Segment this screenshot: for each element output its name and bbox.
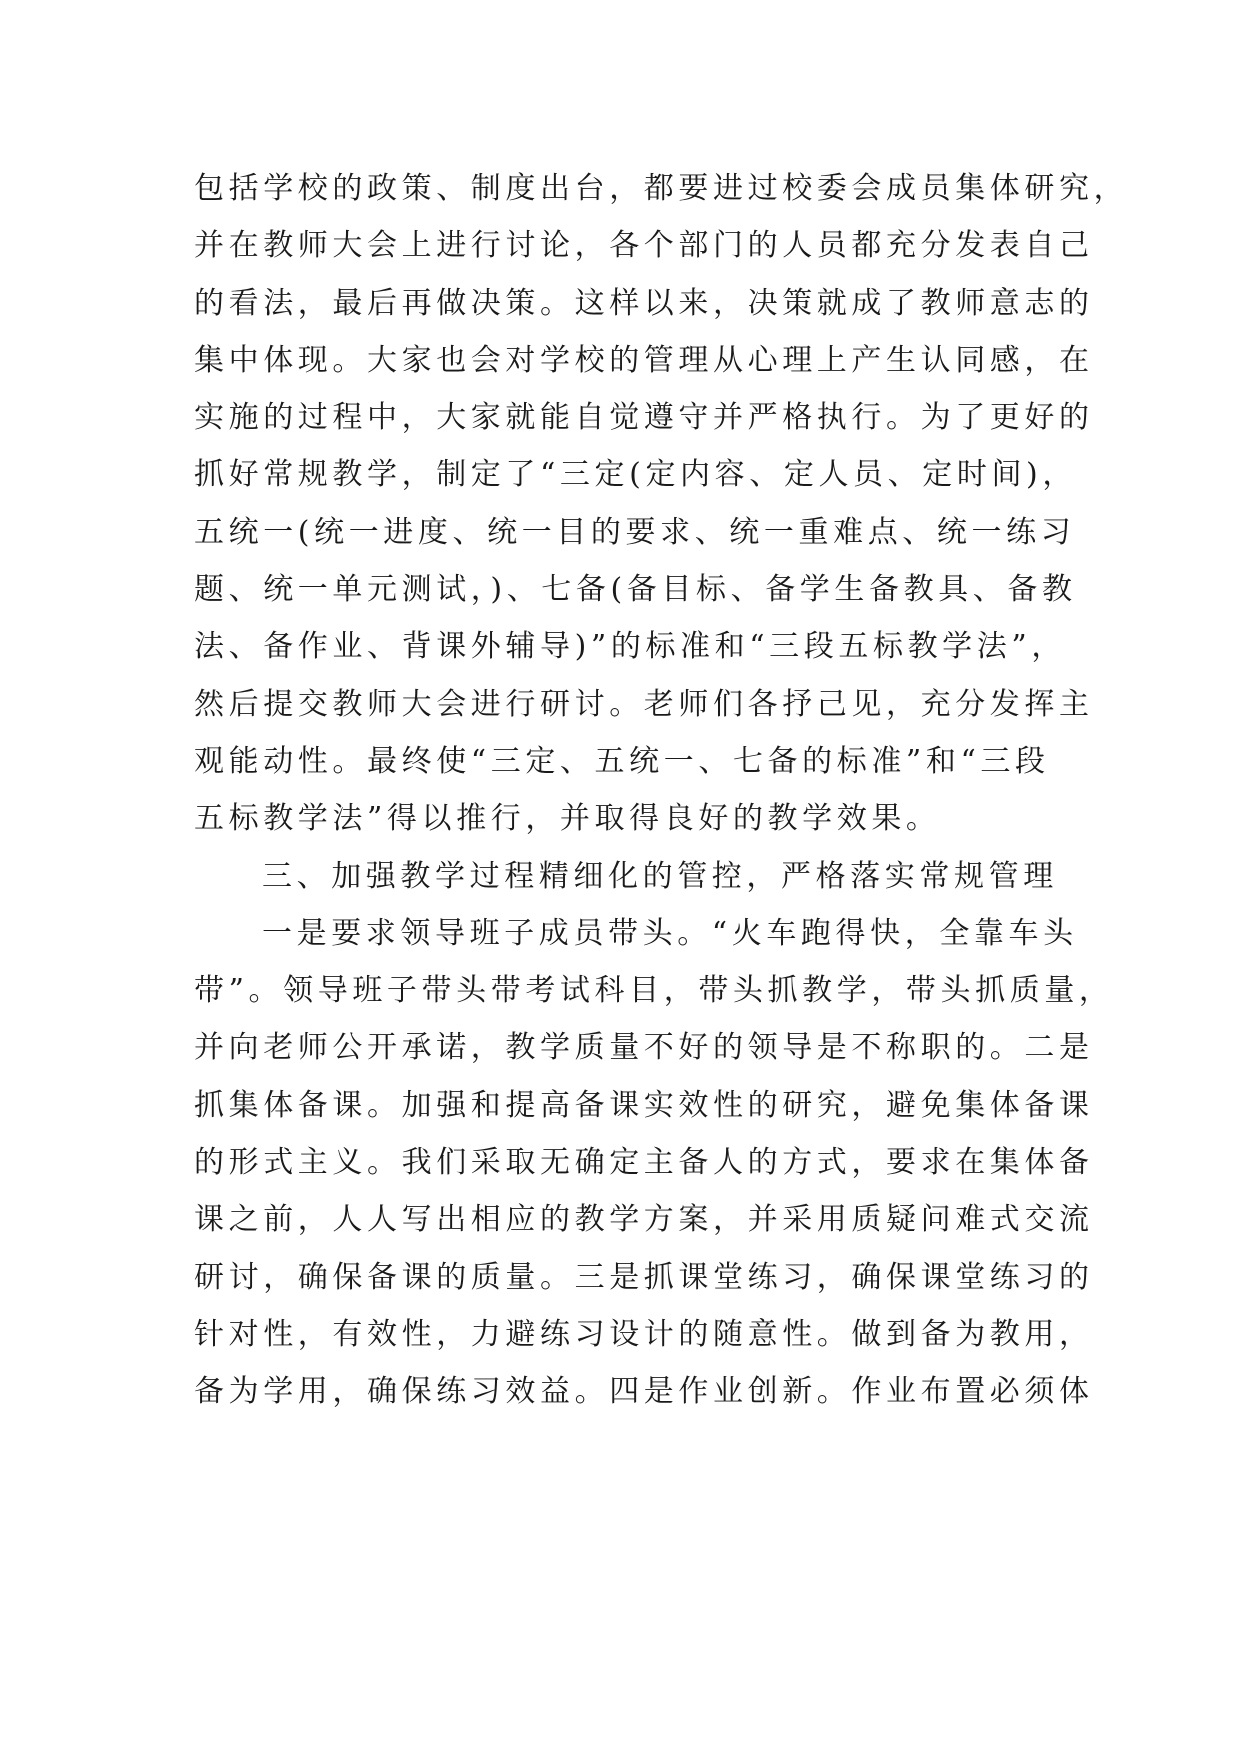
text-line: 抓集体备课。加强和提高备课实效性的研究，避免集体备课	[194, 1087, 1094, 1123]
text-line: 实施的过程中，大家就能自觉遵守并严格执行。为了更好的	[194, 400, 1094, 436]
text-line: 的形式主义。我们采取无确定主备人的方式，要求在集体备	[194, 1145, 1094, 1181]
text-line: 并在教师大会上进行讨论，各个部门的人员都充分发表自己	[194, 228, 1094, 264]
text-line: 一是要求领导班子成员带头。“火车跑得快，全靠车头	[262, 915, 1078, 951]
text-line: 题、统一单元测试，)、七备(备目标、备学生备教具、备教	[194, 572, 1077, 608]
text-line: 的看法，最后再做决策。这样以来，决策就成了教师意志的	[194, 285, 1094, 321]
text-line: 五标教学法”得以推行，并取得良好的教学效果。	[194, 801, 941, 837]
text-line: 抓好常规教学，制定了“三定(定内容、定人员、定时间)，	[194, 457, 1077, 493]
text-line: 针对性，有效性，力避练习设计的随意性。做到备为教用，	[194, 1316, 1094, 1352]
text-line: 带”。领导班子带头带考试科目，带头抓教学，带头抓质量，	[194, 973, 1114, 1009]
text-line: 集中体现。大家也会对学校的管理从心理上产生认同感，在	[194, 342, 1094, 378]
text-line: 观能动性。最终使“三定、五统一、七备的标准”和“三段	[194, 743, 1050, 779]
text-line: 并向老师公开承诺，教学质量不好的领导是不称职的。二是	[194, 1030, 1094, 1066]
section-heading: 三、加强教学过程精细化的管控，严格落实常规管理	[262, 858, 1058, 894]
text-line: 法、备作业、背课外辅导)”的标准和“三段五标教学法”，	[194, 629, 1066, 665]
text-line: 课之前，人人写出相应的教学方案，并采用质疑问难式交流	[194, 1202, 1094, 1238]
text-line: 五统一(统一进度、统一目的要求、统一重难点、统一练习	[194, 514, 1076, 550]
text-line: 备为学用，确保练习效益。四是作业创新。作业布置必须体	[194, 1374, 1094, 1410]
text-line: 包括学校的政策、制度出台，都要进过校委会成员集体研究，	[194, 171, 1129, 206]
body-text	[194, 160, 1129, 1421]
text-line: 研讨，确保备课的质量。三是抓课堂练习，确保课堂练习的	[194, 1259, 1094, 1295]
text-line: 然后提交教师大会进行研讨。老师们各抒己见，充分发挥主	[194, 686, 1094, 722]
